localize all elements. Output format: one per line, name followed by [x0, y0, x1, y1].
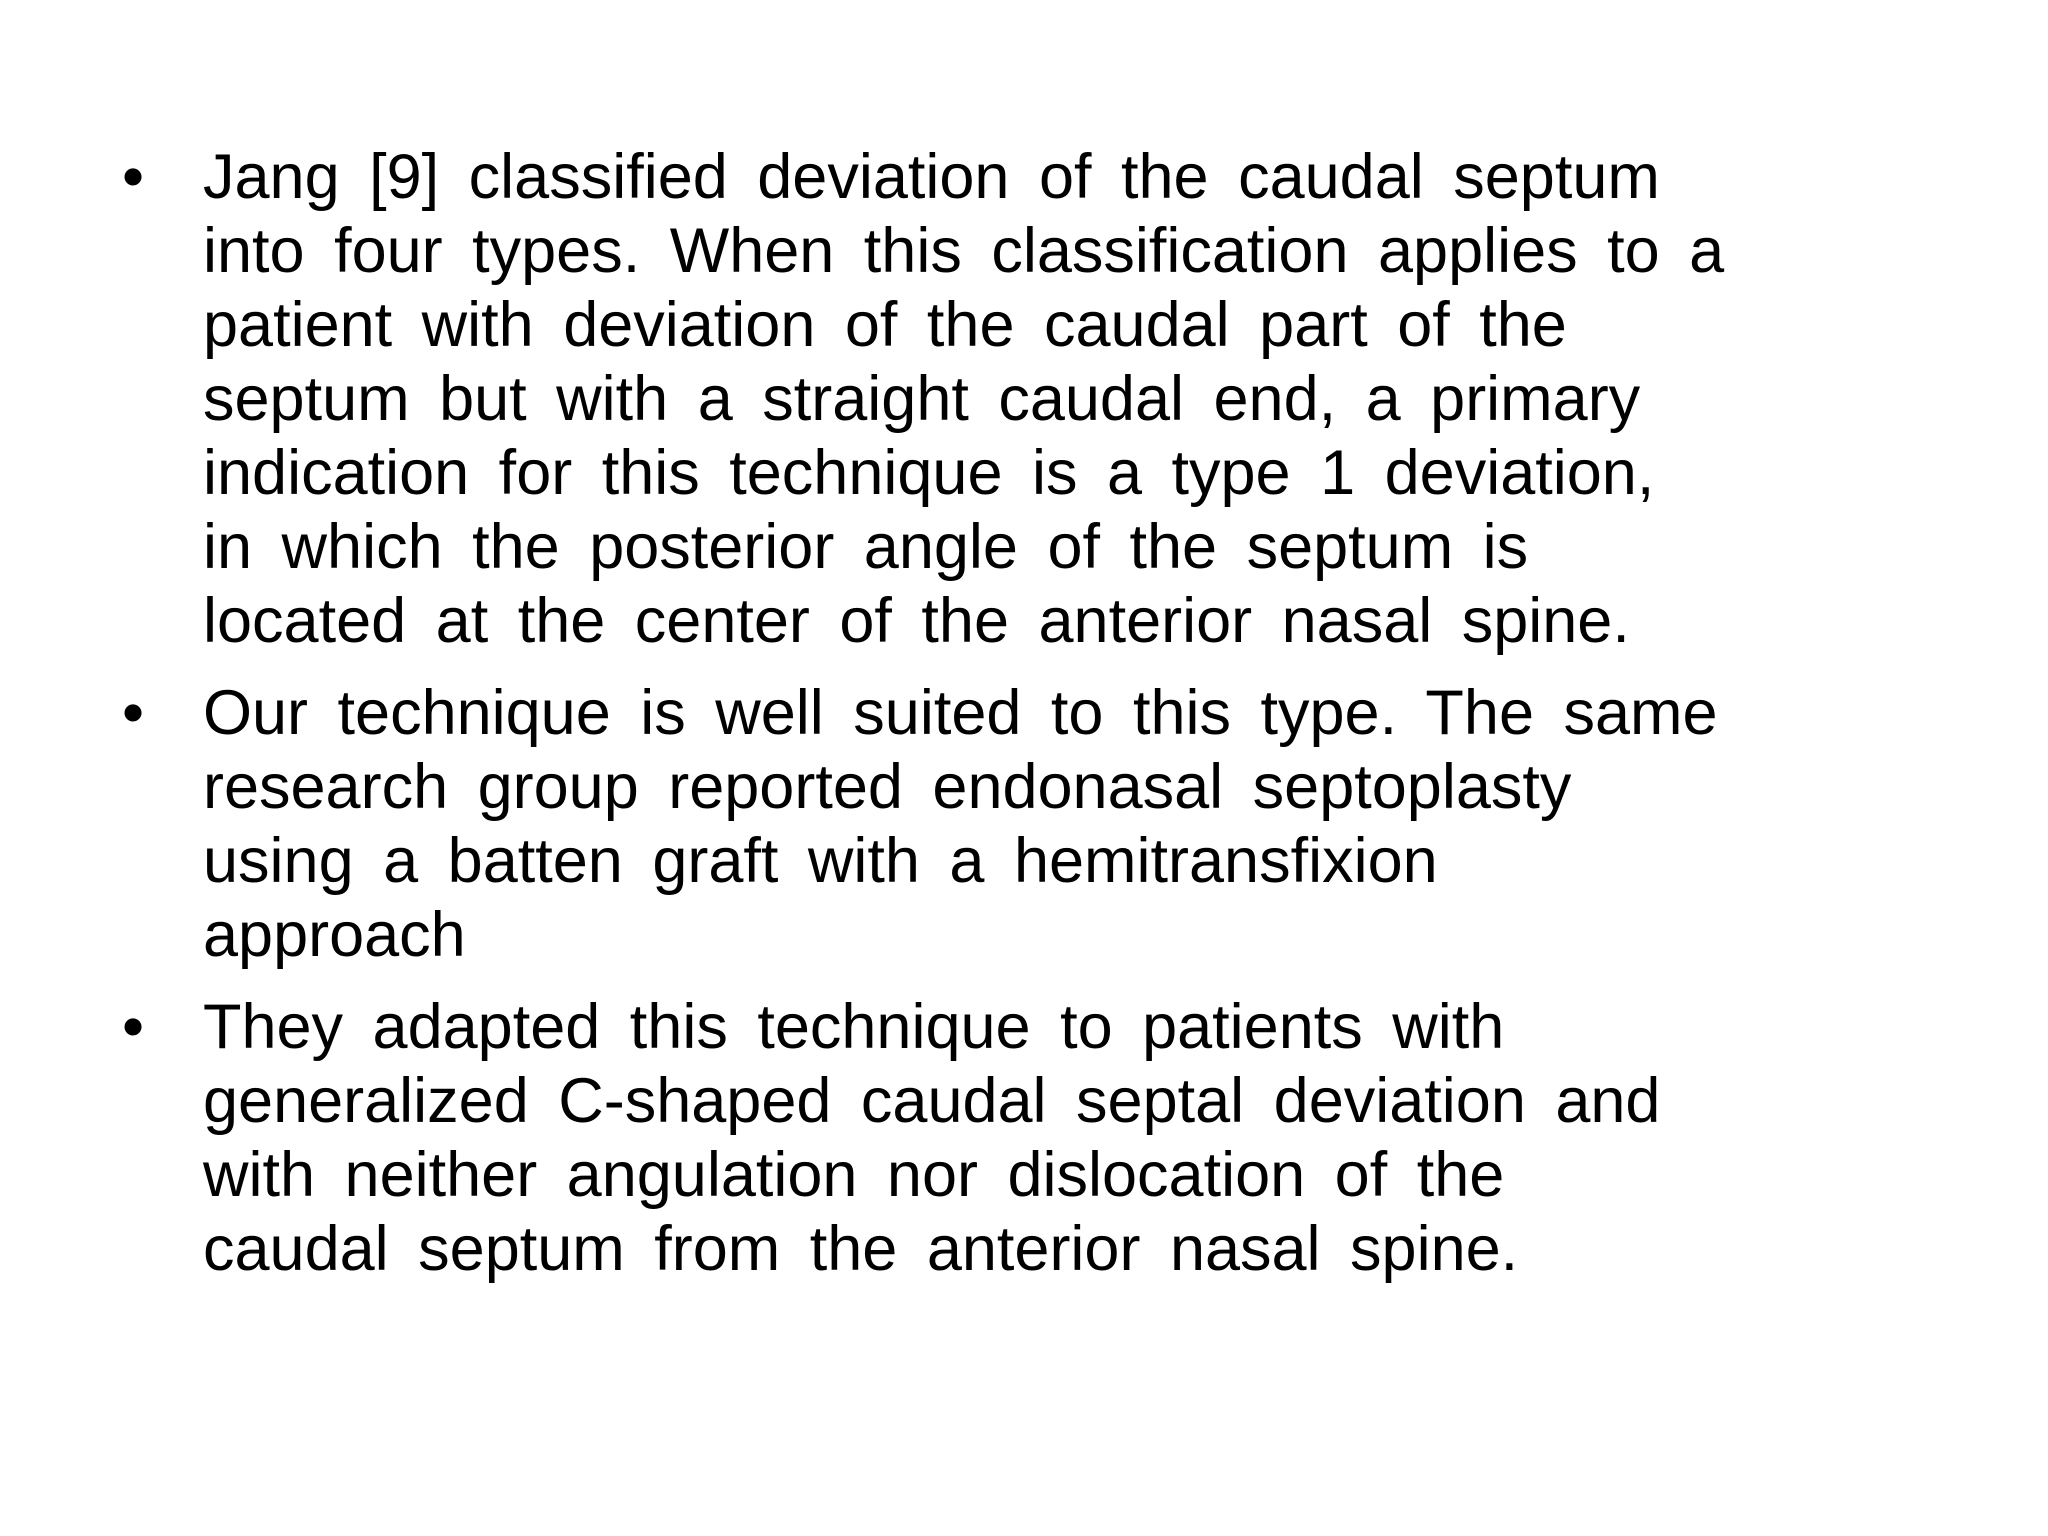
bullet-dot-icon: • — [122, 142, 145, 212]
text-line: Jang [9] classified deviation of the caudal septum — [203, 142, 1660, 212]
bullet-dot-icon: • — [122, 678, 145, 748]
text-line: using a batten graft with a hemitransfixion — [203, 826, 1438, 896]
bullet-text — [203, 140, 1940, 658]
bullet-text — [203, 990, 1940, 1286]
text-line: generalized C-shaped caudal septal deviation and — [203, 1066, 1661, 1136]
text-line: into four types. When this classification applies to a — [203, 216, 1725, 286]
text-line: research group reported endonasal septoplasty — [203, 752, 1572, 822]
text-line: in which the posterior angle of the septum is — [203, 512, 1529, 582]
text-line: with neither angulation nor dislocation of the — [203, 1140, 1505, 1210]
text-line: septum but with a straight caudal end, a primary — [203, 364, 1641, 434]
bullet-item-1 — [120, 140, 1940, 658]
text-line: approach — [203, 900, 466, 970]
bullet-text — [203, 676, 1940, 972]
text-line: indication for this technique is a type 1 deviation, — [203, 438, 1655, 508]
text-line: located at the center of the anterior nasal spine. — [203, 586, 1630, 656]
text-line: patient with deviation of the caudal part of the — [203, 290, 1567, 360]
text-line: They adapted this technique to patients with — [203, 992, 1505, 1062]
bullet-item-2 — [120, 676, 1940, 972]
text-line: Our technique is well suited to this type. The same — [203, 678, 1718, 748]
bullet-item-3 — [120, 990, 1940, 1286]
bullet-list — [120, 140, 1940, 1304]
text-line: caudal septum from the anterior nasal spine. — [203, 1214, 1519, 1284]
bullet-dot-icon: • — [122, 992, 145, 1062]
